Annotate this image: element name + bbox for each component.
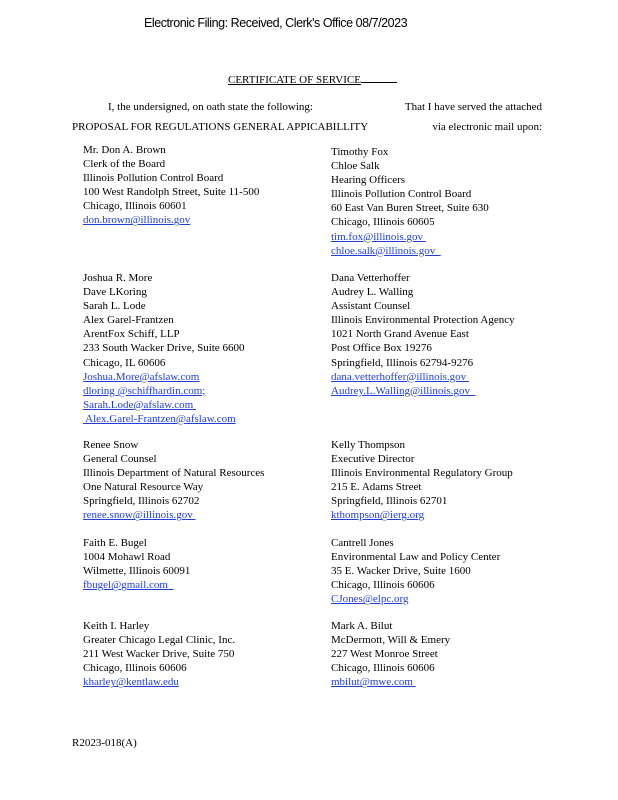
address-line: 1004 Mohawl Road [83,551,171,564]
address-line: Mr. Don A. Brown [83,144,166,156]
address-line: General Counsel [83,453,157,466]
address-line: Springfield, Illinois 62794-9276 [331,356,474,369]
address-line: Illinois Environmental Regulatory Group [331,467,513,480]
email-link[interactable]: tim.fox@illinois.gov [331,230,426,243]
address-line: Hearing Officers [331,174,406,187]
recipient-block-harley [83,619,235,689]
address-line: 233 South Wacker Drive, Suite 6600 [83,342,245,355]
email-link[interactable]: don.brown@illinois.gov [83,214,191,227]
address-line: Mark A. Bilut [331,620,393,632]
address-line: 60 East Van Buren Street, Suite 630 [331,202,489,215]
email-link[interactable]: mbilut@mwe.com [331,676,416,689]
address-line: Chloe Salk [331,160,380,173]
email-link[interactable]: Alex.Garel-Frantzen@afslaw.com [83,412,236,425]
address-line: Chicago, Illinois 60606 [83,662,187,675]
address-line: Dave LKoring [83,286,147,299]
document-name: PROPOSAL FOR REGULATIONS GENERAL APPICABILLITY [72,121,369,133]
address-line: Environmental Law and Policy Center [331,551,501,564]
address-line: Sarah L. Lode [83,300,146,313]
email-link[interactable]: CJones@elpc.org [331,593,409,606]
service-method: via electronic mail upon: [432,121,542,133]
email-link[interactable]: fbugel@gmail.com [83,579,174,592]
recipient-block-snow [83,438,264,523]
recipient-block-fox [331,145,489,258]
certificate-title [228,73,397,86]
address-line: Executive Director [331,453,415,466]
title-underline [361,73,397,83]
address-line: Kelly Thompson [331,439,406,451]
email-link[interactable]: Audrey.L.Walling@illinois.gov [331,384,476,397]
email-link[interactable]: Sarah.Lode@afslaw.com [83,398,196,411]
address-line: Cantrell Jones [331,537,394,549]
intro-served-text: That I have served the attached [404,101,542,113]
recipient-block-bugel [83,536,190,592]
recipient-block-vetterhoffer [331,271,515,398]
intro-line-2 [72,121,542,133]
address-line: Wilmette, Illinois 60091 [83,565,191,578]
address-line: 1021 North Grand Avenue East [331,328,469,341]
recipient-block-jones [331,536,500,606]
email-link[interactable]: dloring @schiffhardin.com; [83,384,206,397]
address-line: 227 West Monroe Street [331,648,438,661]
address-line: Greater Chicago Legal Clinic, Inc. [83,634,236,647]
recipient-block-thompson [331,438,513,523]
address-line: Illinois Pollution Control Board [331,188,472,201]
docket-number: R2023-018(A) [72,737,137,749]
address-line: Chicago, Illinois 60601 [83,200,187,213]
address-line: Chicago, Illinois 60606 [331,662,435,675]
address-line: Keith I. Harley [83,620,150,632]
address-line: One Natural Resource Way [83,481,204,494]
address-line: Illinois Department of Natural Resources [83,467,265,480]
intro-oath-text: I, the undersigned, on oath state the following: [108,101,313,113]
address-line: Illinois Environmental Protection Agency [331,314,515,327]
email-link[interactable]: renee.snow@illinois.gov [83,509,196,522]
email-link[interactable]: kharley@kentlaw.edu [83,676,179,689]
address-line: Faith E. Bugel [83,537,147,549]
address-line: Chicago, IL 60606 [83,356,166,369]
recipient-block-brown [83,143,259,228]
email-link[interactable]: dana.vetterhoffer@illinois.gov [331,370,469,383]
address-line: McDermott, Will & Emery [331,634,451,647]
address-line: Assistant Counsel [331,300,411,313]
address-line: Audrey L. Walling [331,286,414,299]
address-line: ArentFox Schiff, LLP [83,328,180,341]
address-line: Springfield, Illinois 62701 [331,495,448,508]
email-link[interactable]: kthompson@ierg.org [331,509,425,522]
address-line: Springfield, Illinois 62702 [83,495,200,508]
address-line: Illinois Pollution Control Board [83,172,224,185]
intro-line-1 [72,101,542,113]
address-line: 215 E. Adams Street [331,481,422,494]
address-line: Chicago, Illinois 60605 [331,216,435,229]
address-line: 35 E. Wacker Drive, Suite 1600 [331,565,471,578]
address-line: Dana Vetterhoffer [331,272,410,284]
recipient-block-more [83,271,244,426]
certificate-title-text: CERTIFICATE OF SERVICE [228,74,361,86]
email-link[interactable]: Joshua.More@afslaw.com [83,370,200,383]
address-line: Clerk of the Board [83,158,166,171]
address-line: Joshua R. More [83,272,153,284]
address-line: Alex Garel-Frantzen [83,314,174,327]
address-line: Renee Snow [83,439,139,451]
address-line: 211 West Wacker Drive, Suite 750 [83,648,235,661]
address-line: 100 West Randolph Street, Suite 11-500 [83,186,260,199]
address-line: Timothy Fox [331,146,389,158]
address-line: Chicago, Illinois 60606 [331,579,435,592]
electronic-filing-header: Electronic Filing: Received, Clerk's Office 08/7/2023 [144,16,408,30]
recipient-block-bilut [331,619,450,689]
address-line: Post Office Box 19276 [331,342,432,355]
email-link[interactable]: chloe.salk@illinois.gov [331,244,441,257]
